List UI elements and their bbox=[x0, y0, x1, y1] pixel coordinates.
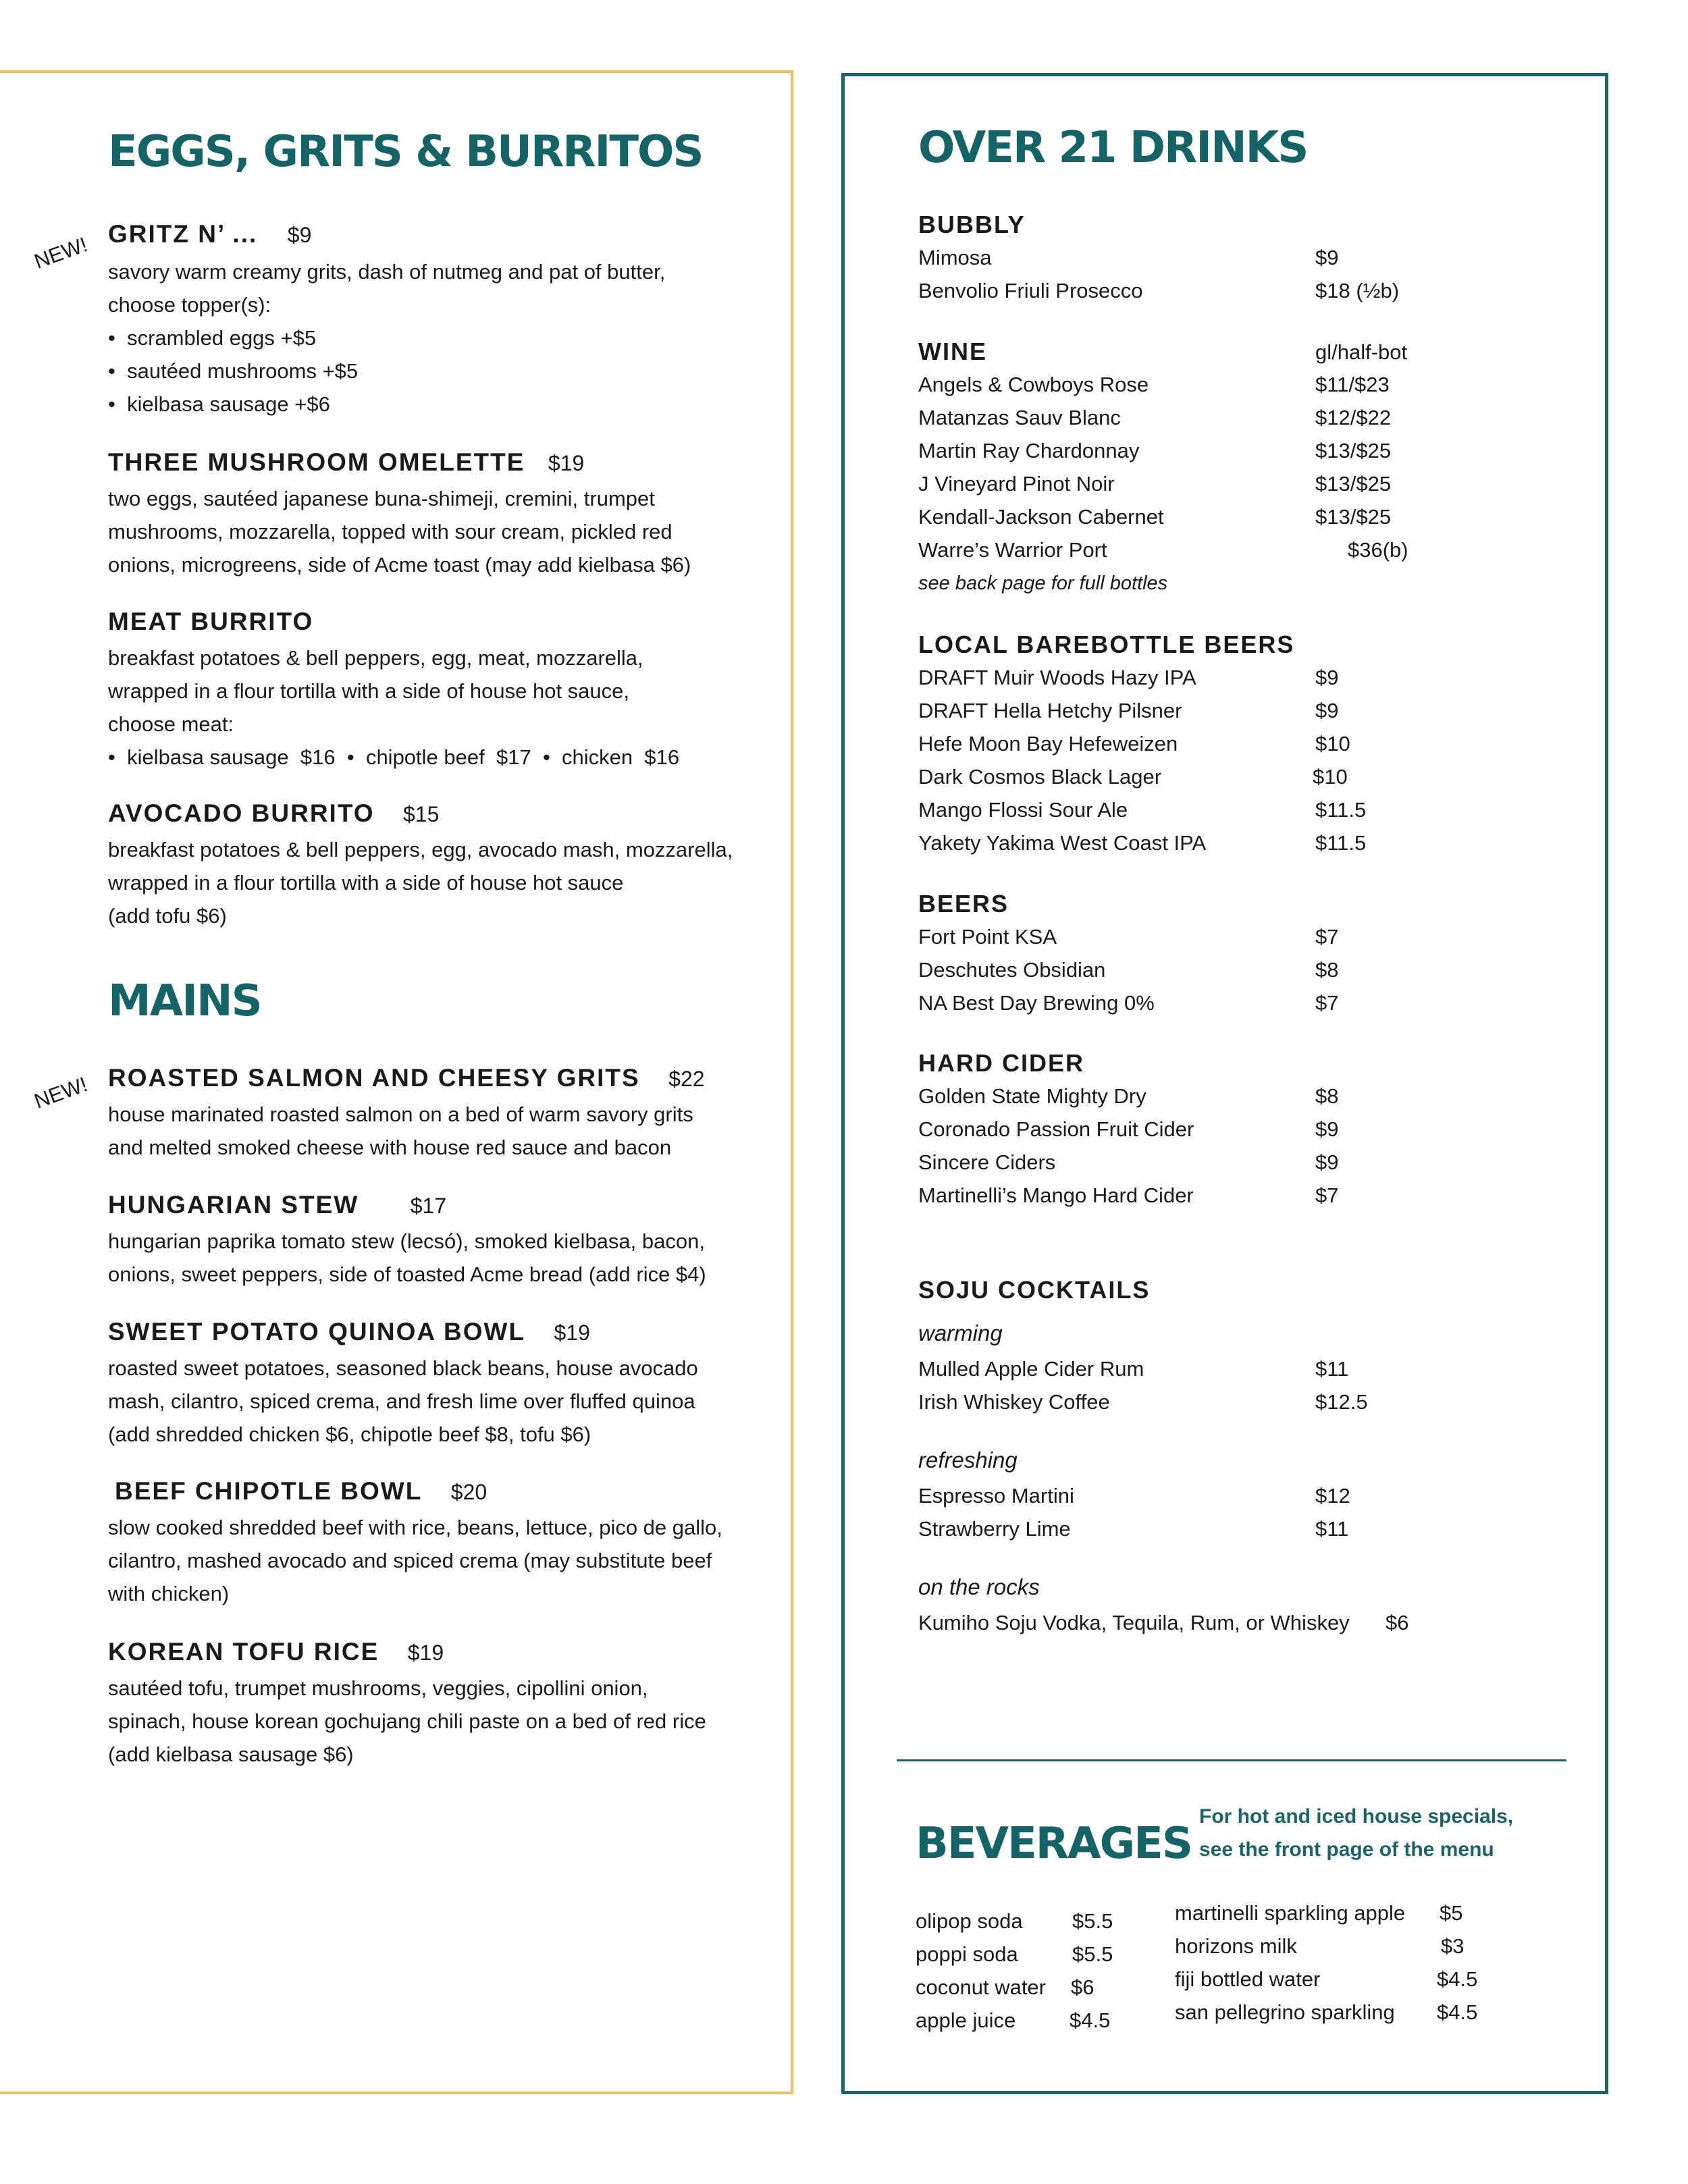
refreshing-subheading: refreshing bbox=[918, 1447, 1018, 1472]
drink-price: $11.5 bbox=[1315, 831, 1367, 855]
drink-price: $13/$25 bbox=[1315, 472, 1392, 496]
drink-name: Coronado Passion Fruit Cider bbox=[918, 1117, 1194, 1141]
topper-option: • scrambled eggs +$5 bbox=[108, 326, 317, 350]
korean-tofu-rice-description bbox=[108, 1672, 706, 1771]
korean-tofu-rice-item bbox=[108, 1638, 444, 1666]
item-price: $19 bbox=[407, 1641, 444, 1665]
item-price: $22 bbox=[668, 1067, 705, 1091]
new-tag: NEW! bbox=[31, 232, 91, 273]
item-title: AVOCADO BURRITO bbox=[108, 799, 375, 827]
drink-name: coconut water bbox=[916, 1975, 1046, 1999]
drink-name: DRAFT Hella Hetchy Pilsner bbox=[918, 699, 1182, 722]
drink-name: Fort Point KSA bbox=[918, 925, 1057, 949]
description-line: mash, cilantro, spiced crema, and fresh lime over fluffed quinoa bbox=[108, 1389, 695, 1413]
gritz-description bbox=[108, 255, 665, 421]
drink-price: $11.5 bbox=[1315, 798, 1367, 822]
over-21-drinks-heading: OVER 21 DRINKS bbox=[918, 123, 1308, 173]
mains-heading: MAINS bbox=[108, 976, 261, 1026]
description-line: (add kielbasa sausage $6) bbox=[108, 1742, 354, 1766]
item-title: HUNGARIAN STEW bbox=[108, 1191, 359, 1219]
item-title: MEAT BURRITO bbox=[108, 608, 314, 635]
drink-price: $12 bbox=[1315, 1484, 1350, 1508]
drink-price: $4.5 bbox=[1437, 1967, 1478, 1991]
description-line: hungarian paprika tomato stew (lecsó), smoked kielbasa, bacon, bbox=[108, 1229, 705, 1253]
description-line: choose topper(s): bbox=[108, 293, 271, 317]
drink-name: fiji bottled water bbox=[1175, 1967, 1321, 1991]
beverages-note bbox=[1199, 1800, 1513, 1866]
drink-name: Angels & Cowboys Rose bbox=[918, 373, 1149, 396]
drink-price: $13/$25 bbox=[1315, 505, 1392, 529]
meat-burrito-description bbox=[108, 641, 679, 774]
eggs-grits-burritos-heading: EGGS, GRITS & BURRITOS bbox=[108, 127, 703, 177]
salmon-item bbox=[108, 1064, 705, 1092]
hard-cider-section-title: HARD CIDER bbox=[918, 1049, 1085, 1077]
drink-price: $4.5 bbox=[1437, 2000, 1478, 2024]
drink-price: $9 bbox=[1315, 1117, 1339, 1141]
meat-burrito-item bbox=[108, 608, 313, 636]
beef-chipotle-bowl-description bbox=[108, 1511, 722, 1610]
drink-price: $7 bbox=[1315, 991, 1339, 1015]
description-line: mushrooms, mozzarella, topped with sour cream, pickled red bbox=[108, 520, 672, 543]
beef-chipotle-bowl-item bbox=[115, 1477, 487, 1506]
description-line: wrapped in a flour tortilla with a side of house hot sauce bbox=[108, 871, 624, 895]
drink-price: $9 bbox=[1315, 246, 1339, 269]
warming-subheading: warming bbox=[918, 1321, 1003, 1346]
drink-name: Mango Flossi Sour Ale bbox=[918, 798, 1128, 822]
beverages-divider bbox=[897, 1759, 1566, 1761]
description-line: slow cooked shredded beef with rice, beans, lettuce, pico de gallo, bbox=[108, 1516, 722, 1539]
gritz-item bbox=[108, 220, 311, 248]
drink-name: Hefe Moon Bay Hefeweizen bbox=[918, 732, 1178, 755]
drink-price: $9 bbox=[1315, 699, 1339, 722]
drink-price: $5.5 bbox=[1072, 1942, 1113, 1966]
drink-price: $18 (½b) bbox=[1315, 279, 1400, 302]
drink-price: $5 bbox=[1440, 1901, 1463, 1925]
drink-name: NA Best Day Brewing 0% bbox=[918, 991, 1155, 1015]
drink-price: $12.5 bbox=[1315, 1390, 1368, 1414]
drink-price: $8 bbox=[1315, 958, 1339, 982]
description-line: onions, microgreens, side of Acme toast (may add kielbasa $6) bbox=[108, 553, 691, 577]
description-line: two eggs, sautéed japanese buna-shimeji, cremini, trumpet bbox=[108, 487, 655, 510]
drink-name: Mimosa bbox=[918, 246, 992, 269]
item-title: THREE MUSHROOM OMELETTE bbox=[108, 448, 525, 476]
item-title: SWEET POTATO QUINOA BOWL bbox=[108, 1318, 526, 1346]
drink-name: Mulled Apple Cider Rum bbox=[918, 1357, 1144, 1381]
drink-price: $13/$25 bbox=[1315, 439, 1392, 462]
drink-name: olipop soda bbox=[916, 1909, 1023, 1933]
description-line: wrapped in a flour tortilla with a side of house hot sauce, bbox=[108, 679, 630, 703]
description-line: (add tofu $6) bbox=[108, 904, 227, 928]
hungarian-stew-description bbox=[108, 1225, 706, 1291]
drink-price: $36(b) bbox=[1348, 538, 1408, 562]
drink-name: Warre’s Warrior Port bbox=[918, 538, 1107, 562]
drink-name: Espresso Martini bbox=[918, 1484, 1074, 1508]
salmon-description bbox=[108, 1098, 693, 1164]
beverages-heading: BEVERAGES bbox=[916, 1819, 1192, 1869]
quinoa-bowl-item bbox=[108, 1318, 590, 1346]
note-line: For hot and iced house specials, bbox=[1199, 1805, 1514, 1828]
topper-option: • kielbasa sausage +$6 bbox=[108, 392, 330, 416]
wine-section-title: WINE bbox=[918, 338, 987, 365]
avocado-burrito-item bbox=[108, 799, 439, 828]
item-price: $15 bbox=[402, 802, 440, 826]
drink-price: $7 bbox=[1315, 1183, 1339, 1207]
description-line: breakfast potatoes & bell peppers, egg, meat, mozzarella, bbox=[108, 646, 643, 670]
drink-name: Irish Whiskey Coffee bbox=[918, 1390, 1110, 1414]
drink-name: apple juice bbox=[916, 2008, 1016, 2032]
description-line: roasted sweet potatoes, seasoned black beans, house avocado bbox=[108, 1356, 698, 1380]
drink-price: $3 bbox=[1441, 1934, 1465, 1958]
meat-options: • kielbasa sausage $16 • chipotle beef $17 • chicken $16 bbox=[108, 745, 680, 769]
avocado-burrito-description bbox=[108, 833, 733, 932]
drink-name: Benvolio Friuli Prosecco bbox=[918, 279, 1143, 302]
item-price: $9 bbox=[287, 223, 312, 247]
drink-price: $11 bbox=[1315, 1517, 1349, 1541]
description-line: choose meat: bbox=[108, 712, 234, 736]
drink-name: Dark Cosmos Black Lager bbox=[918, 765, 1162, 789]
description-line: cilantro, mashed avocado and spiced crema (may substitute beef bbox=[108, 1549, 712, 1572]
drink-price: $12/$22 bbox=[1315, 406, 1392, 429]
drink-name: Kendall-Jackson Cabernet bbox=[918, 505, 1164, 529]
wine-note: see back page for full bottles bbox=[918, 572, 1168, 594]
omelette-item bbox=[108, 448, 584, 477]
drink-price: $11 bbox=[1315, 1357, 1349, 1381]
drink-name: horizons milk bbox=[1175, 1934, 1297, 1958]
drink-name: Strawberry Lime bbox=[918, 1517, 1071, 1541]
beers-section-title: BEERS bbox=[918, 890, 1009, 917]
description-line: savory warm creamy grits, dash of nutmeg and pat of butter, bbox=[108, 260, 666, 284]
drink-name: Kumiho Soju Vodka, Tequila, Rum, or Whiskey bbox=[918, 1611, 1350, 1634]
drink-price: $9 bbox=[1315, 1150, 1339, 1174]
description-line: onions, sweet peppers, side of toasted Acme bread (add rice $4) bbox=[108, 1262, 706, 1286]
item-title: BEEF CHIPOTLE BOWL bbox=[115, 1477, 423, 1505]
drink-name: Matanzas Sauv Blanc bbox=[918, 406, 1121, 429]
drink-price: $8 bbox=[1315, 1084, 1339, 1108]
drink-price: $10 bbox=[1313, 765, 1348, 789]
on-the-rocks-subheading: on the rocks bbox=[918, 1574, 1040, 1599]
hungarian-stew-item bbox=[108, 1191, 446, 1219]
item-title: KOREAN TOFU RICE bbox=[108, 1638, 379, 1666]
soju-section-title: SOJU COCKTAILS bbox=[918, 1276, 1151, 1304]
drink-name: Martinelli’s Mango Hard Cider bbox=[918, 1183, 1194, 1207]
drink-price: $11/$23 bbox=[1315, 373, 1390, 396]
description-line: house marinated roasted salmon on a bed of warm savory grits bbox=[108, 1102, 693, 1126]
drink-name: poppi soda bbox=[916, 1942, 1018, 1966]
drink-price: $5.5 bbox=[1072, 1909, 1113, 1933]
description-line: (add shredded chicken $6, chipotle beef $8, tofu $6) bbox=[108, 1422, 591, 1446]
item-price: $19 bbox=[554, 1321, 590, 1345]
omelette-description bbox=[108, 482, 691, 581]
topper-option: • sautéed mushrooms +$5 bbox=[108, 359, 359, 383]
wine-column-label: gl/half-bot bbox=[1315, 340, 1408, 364]
drink-price: $7 bbox=[1315, 925, 1339, 949]
bubbly-section-title: BUBBLY bbox=[918, 211, 1026, 238]
new-tag: NEW! bbox=[31, 1072, 91, 1113]
note-line: see the front page of the menu bbox=[1199, 1838, 1494, 1861]
drink-price: $6 bbox=[1386, 1611, 1409, 1634]
local-beers-section-title: LOCAL BAREBOTTLE BEERS bbox=[918, 631, 1295, 658]
drink-name: Sincere Ciders bbox=[918, 1150, 1056, 1174]
drink-name: Yakety Yakima West Coast IPA bbox=[918, 831, 1207, 855]
item-price: $17 bbox=[410, 1194, 447, 1218]
description-line: spinach, house korean gochujang chili paste on a bed of red rice bbox=[108, 1709, 706, 1733]
drink-name: Golden State Mighty Dry bbox=[918, 1084, 1146, 1108]
item-price: $20 bbox=[450, 1480, 487, 1504]
description-line: breakfast potatoes & bell peppers, egg, avocado mash, mozzarella, bbox=[108, 838, 733, 861]
drink-name: J Vineyard Pinot Noir bbox=[918, 472, 1115, 496]
description-line: with chicken) bbox=[108, 1582, 230, 1605]
drink-price: $9 bbox=[1315, 666, 1339, 689]
drink-name: Martin Ray Chardonnay bbox=[918, 439, 1140, 462]
item-title: ROASTED SALMON AND CHEESY GRITS bbox=[108, 1064, 640, 1092]
drink-name: DRAFT Muir Woods Hazy IPA bbox=[918, 666, 1196, 689]
drink-name: Deschutes Obsidian bbox=[918, 958, 1106, 982]
drink-price: $6 bbox=[1071, 1975, 1094, 1999]
drink-price: $4.5 bbox=[1070, 2008, 1111, 2032]
drink-name: martinelli sparkling apple bbox=[1175, 1901, 1406, 1925]
drink-price: $10 bbox=[1315, 732, 1350, 755]
drink-name: san pellegrino sparkling bbox=[1175, 2000, 1395, 2024]
quinoa-bowl-description bbox=[108, 1352, 698, 1451]
item-title: GRITZ N’ ... bbox=[108, 220, 258, 248]
description-line: sautéed tofu, trumpet mushrooms, veggies, cipollini onion, bbox=[108, 1676, 648, 1700]
description-line: and melted smoked cheese with house red sauce and bacon bbox=[108, 1136, 672, 1159]
item-price: $19 bbox=[548, 451, 585, 475]
